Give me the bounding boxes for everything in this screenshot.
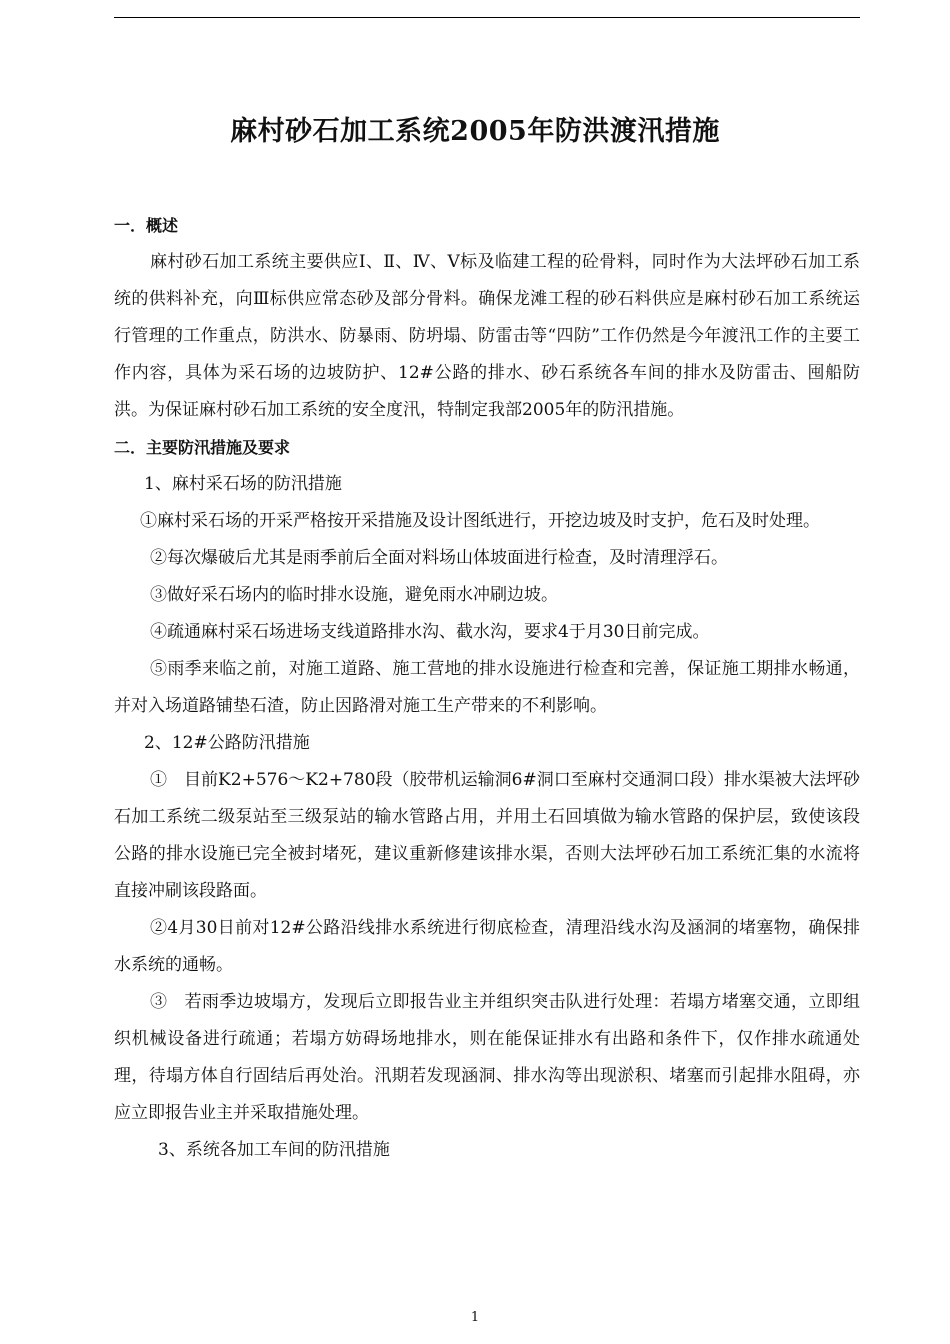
list-item: ③ 若雨季边坡塌方，发现后立即报告业主并组织突击队进行处理：若塌方堵塞交通，立即组织机械设备进行疏通；若塌方妨碍场地排水，则在能保证排水有出路和条件下，仅作排水疏通处理，待塌方体自行固结后再处治。汛期若发现涵洞、排水沟等出现淤积、堵塞而引起排水阻碍，亦应立即报告业主并采取措施处理。 <box>114 992 860 1123</box>
list-item: ④疏通麻村采石场进场支线道路排水沟、截水沟，要求4于月30日前完成。 <box>150 622 710 642</box>
section-heading-measures: 二．主要防汛措施及要求 <box>114 438 291 457</box>
list-item: ⑤雨季来临之前，对施工道路、施工营地的排水设施进行检查和完善，保证施工期排水畅通，并对入场道路铺垫石渣，防止因路滑对施工生产带来的不利影响。 <box>114 659 860 716</box>
list-item: ③做好采石场内的临时排水设施，避免雨水冲刷边坡。 <box>150 585 558 605</box>
paragraph-overview: 麻村砂石加工系统主要供应Ⅰ、Ⅱ、Ⅳ、Ⅴ标及临建工程的砼骨料，同时作为大法坪砂石加工系统的供料补充，向Ⅲ标供应常态砂及部分骨料。确保龙滩工程的砂石料供应是麻村砂石加工系统运行管理的工作重点，防洪水、防暴雨、防坍塌、防雷击等“四防”工作仍然是今年渡汛工作的主要工作内容，具体为采石场的边坡防护、12#公路的排水、砂石系统各车间的排水及防雷击、囤船防洪。为保证麻村砂石加工系统的安全度汛，特制定我部2005年的防汛措施。 <box>114 252 860 420</box>
section-heading-overview: 一．概述 <box>114 216 179 235</box>
list-item: ②4月30日前对12#公路沿线排水系统进行彻底检查，清理沿线水沟及涵洞的堵塞物，确保排水系统的通畅。 <box>114 918 860 975</box>
header-rule <box>114 17 860 18</box>
list-item: ① 目前K2+576～K2+780段（胶带机运输洞6#洞口至麻村交通洞口段）排水渠被大法坪砂石加工系统二级泵站至三级泵站的输水管路占用，并用土石回填做为输水管路的保护层，致使该段公路的排水设施已完全被封堵死，建议重新修建该排水渠，否则大法坪砂石加工系统汇集的水流将直接冲刷该段路面。 <box>114 770 860 901</box>
list-item: ①麻村采石场的开采严格按开采措施及设计图纸进行，开挖边坡及时支护，危石及时处理。 <box>140 511 820 531</box>
subsection-title-road: 2、12#公路防汛措施 <box>144 733 310 753</box>
subsection-title-workshops: 3、系统各加工车间的防汛措施 <box>158 1140 390 1160</box>
document-title: 麻村砂石加工系统2005年防洪渡汛措施 <box>230 116 720 147</box>
page-number: 1 <box>470 1310 480 1325</box>
document-body <box>114 207 860 1169</box>
list-item: ②每次爆破后尤其是雨季前后全面对料场山体坡面进行检查，及时清理浮石。 <box>150 548 728 568</box>
subsection-title-quarry: 1、麻村采石场的防汛措施 <box>144 474 342 494</box>
